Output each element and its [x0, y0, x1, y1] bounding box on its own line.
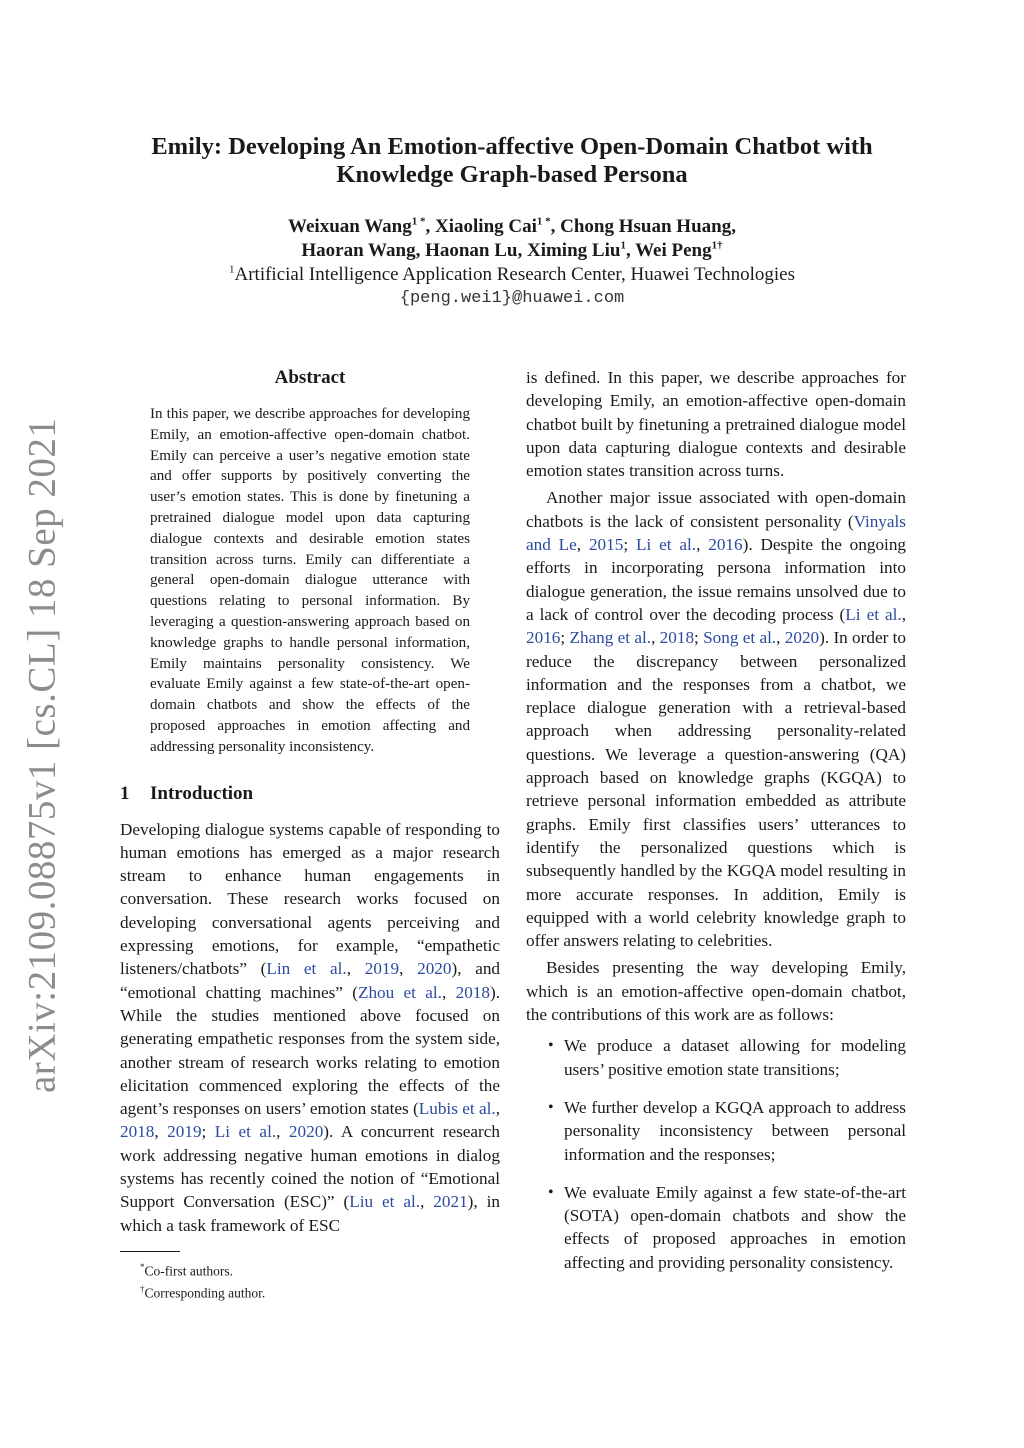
list-item-text: We evaluate Emily against a few state-of-the-art (SOTA) open-domain chatbots and show the effects of proposed approaches in emotion affecting and providing personality consistency. — [564, 1182, 906, 1272]
author-1-mark: 1 * — [411, 215, 426, 228]
author-block — [120, 215, 904, 311]
intro-text: , — [399, 959, 418, 979]
citation-link[interactable]: 2019 — [364, 959, 400, 979]
author-line-2-mark-2: 1† — [711, 239, 723, 252]
affiliation-text: Artificial Intelligence Application Research Center, Huawei Technologies — [234, 264, 795, 285]
body-text: , — [696, 535, 709, 555]
body-text: , — [576, 535, 589, 555]
bullet-icon: • — [548, 1098, 554, 1116]
list-item-text: We further develop a KGQA approach to address personality inconsistency between personal information and the responses; — [564, 1097, 906, 1164]
citation-link[interactable]: 2016 — [708, 535, 743, 555]
right-paragraph-3: Besides presenting the way developing Emily, which is an emotion-affective open-domain chatbot, the contributions of this work are as follows: — [526, 958, 906, 1025]
citation-link[interactable]: 2021 — [433, 1192, 468, 1212]
footnote-corresponding — [140, 1280, 500, 1303]
citation-link[interactable]: 2018 — [120, 1122, 155, 1142]
citation-link[interactable]: Li et al. — [214, 1122, 277, 1142]
intro-paragraph — [120, 818, 500, 1237]
author-line-1 — [120, 215, 904, 239]
body-text: ; — [560, 628, 570, 648]
left-column — [120, 366, 500, 1303]
author-line-2 — [120, 239, 904, 263]
citation-link[interactable]: 2020 — [784, 628, 820, 648]
citation-link[interactable]: 2020 — [417, 959, 452, 979]
citation-link[interactable]: Zhang et al. — [569, 628, 652, 648]
title-line-1: Emily: Developing An Emotion-affective Open-Domain Chatbot with — [151, 133, 873, 160]
footnote-divider — [120, 1251, 180, 1252]
footnote-mark: † — [140, 1284, 145, 1295]
body-text: , — [651, 628, 660, 648]
citation-link[interactable]: Liu et al. — [349, 1192, 421, 1212]
intro-text: ; — [201, 1122, 215, 1142]
body-text: ; — [623, 535, 636, 555]
section-heading-introduction — [120, 782, 500, 806]
affiliation-mark: 1 — [229, 263, 235, 276]
intro-text: , — [276, 1122, 289, 1142]
citation-link[interactable]: Li et al. — [845, 604, 902, 624]
intro-text: Developing dialogue systems capable of responding to human emotions has emerged as a major research stream to enhance human engagements in conversation. These research works focused on developing conversational agents perceiving and expressing emotions, for example, “empathetic listeners/chatbots” ( — [120, 819, 500, 979]
body-text: Another major issue associated with open-domain chatbots is the lack of consistent personality ( — [526, 488, 906, 531]
list-item-text: We produce a dataset allowing for modeling users’ positive emotion state transitions; — [564, 1036, 906, 1079]
intro-text: , — [154, 1122, 168, 1142]
footnote-text: Co-first authors. — [144, 1263, 233, 1279]
abstract-body: In this paper, we describe approaches for developing Emily, an emotion-affective open-domain chatbot. Emily can perceive a user’s negative emotion state and offer supports by positively converting the user’s emotion states. This is done by finetuning a pretrained dialogue model upon data capturing dialogue contexts and desirable emotion states transition across turns. Emily can differentiate a general open-domain dialogue utterance with questions relating to personal information. By leveraging a question-answering approach based on knowledge graphs to handle personal information, Emily maintains personality consistency. We evaluate Emily against a few state-of-the-art open-domain chatbots and show the effects of the proposed approaches in emotion affecting and addressing personality inconsistency. — [150, 406, 470, 755]
citation-link[interactable]: Zhou et al. — [357, 982, 442, 1002]
author-email[interactable]: {peng.wei1}@huawei.com — [399, 289, 625, 308]
body-text: ). Despite the ongoing efforts in incorporating persona information into dialogue generation, the issue remains unsolved due to a lack of control over the decoding process ( — [526, 535, 907, 624]
abstract-heading: Abstract — [274, 367, 346, 388]
intro-text: , — [441, 982, 456, 1002]
citation-link[interactable]: Vinyals and Le — [526, 511, 906, 555]
list-item — [526, 1181, 906, 1274]
section-number: 1 — [120, 782, 130, 804]
citation-link[interactable]: 2015 — [588, 535, 624, 555]
paper-title — [120, 133, 904, 189]
intro-text: ). A concurrent research work addressing negative human emotions in dialog systems has recently coined the notion of “Emotional Support Conversation (ESC)” ( — [120, 1122, 501, 1212]
arxiv-side-stamp: arXiv:2109.08875v1 [cs.CL] 18 Sep 2021 — [20, 417, 64, 1093]
author-line-2-names: Haoran Wang, Haonan Lu, Ximing Liu — [301, 240, 621, 261]
citation-link[interactable]: 2016 — [526, 628, 561, 648]
affiliation — [120, 263, 904, 287]
body-text: ; — [694, 628, 704, 648]
citation-link[interactable]: Song et al. — [703, 628, 777, 648]
footnote-mark: * — [140, 1261, 145, 1272]
citation-link[interactable]: 2018 — [659, 628, 695, 648]
citation-link[interactable]: Lubis et al. — [418, 1099, 496, 1119]
right-paragraph-1: is defined. In this paper, we describe approaches for developing Emily, an emotion-affective open-domain chatbot built by finetuning a pretrained dialogue model upon data capturing dialogue contexts and desirable emotion states transition across turns. — [526, 368, 906, 481]
citation-link[interactable]: 2018 — [455, 982, 490, 1002]
intro-text: ). While the studies mentioned above focused on generating empathetic responses from the system side, another stream of research works relating to emotion elicitation commenced exploring the effects of the agent’s responses on users’ emotion states ( — [120, 982, 501, 1119]
citation-link[interactable]: Li et al. — [635, 535, 697, 555]
footnote-cofirst — [140, 1258, 500, 1281]
author-line-2-mark-1: 1 — [620, 239, 626, 252]
bullet-icon: • — [548, 1183, 554, 1201]
section-title: Introduction — [150, 782, 254, 804]
body-text: , — [776, 628, 785, 648]
intro-text: , — [346, 959, 365, 979]
intro-text: ), and “emotional chatting machines” ( — [120, 959, 501, 1002]
contributions-list — [526, 1034, 906, 1274]
right-column — [526, 366, 906, 1289]
right-paragraph-2 — [526, 486, 906, 952]
intro-text: ), in which a task framework of ESC — [120, 1192, 500, 1235]
citation-link[interactable]: 2020 — [288, 1122, 324, 1142]
author-3: , Chong Hsuan Huang, — [550, 216, 736, 237]
citation-link[interactable]: Lin et al. — [266, 959, 347, 979]
intro-text: , — [495, 1099, 500, 1119]
bullet-icon: • — [548, 1037, 554, 1055]
author-1: Weixuan Wang — [288, 216, 412, 237]
intro-text: , — [420, 1192, 434, 1212]
author-2: , Xiaoling Cai — [425, 216, 537, 237]
body-text: ). In order to reduce the discrepancy between personalized information and the responses from a chatbot, we replace dialogue generation with a retrieval-based approach when addressing personality-related questions. We leverage a question-answering (QA) approach based on knowledge graphs (KGQA) to retrieve personal information embedded as attribute graphs. Emily first classifies users’ utterances to identify the personalized questions which is subsequently handled by the KGQA model resulting in more accurate responses. In addition, Emily is equipped with a world celebrity knowledge graph to offer answers relating to celebrities. — [526, 628, 906, 951]
title-line-2: Knowledge Graph-based Persona — [336, 161, 688, 188]
body-text: , — [901, 604, 906, 624]
author-2-mark: 1 * — [536, 215, 551, 228]
author-wei-peng: , Wei Peng — [625, 240, 712, 261]
citation-link[interactable]: 2019 — [167, 1122, 202, 1142]
list-item — [526, 1034, 906, 1081]
footnote-text: Corresponding author. — [144, 1285, 266, 1301]
list-item — [526, 1096, 906, 1166]
